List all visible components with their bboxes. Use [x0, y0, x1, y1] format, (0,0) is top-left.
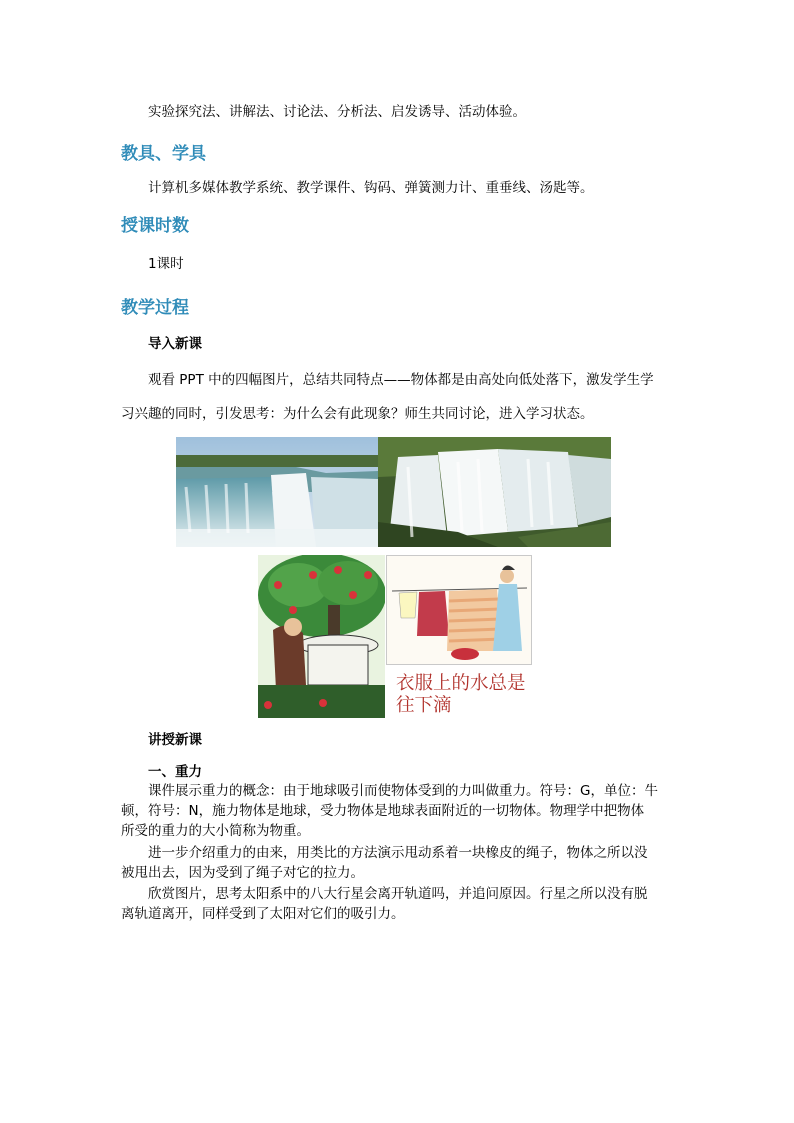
laundry-caption: 衣服上的水总是往下滴	[396, 673, 526, 716]
gravity-para1-line3: 所受的重力的大小简称为物重。	[121, 823, 310, 839]
gravity-para1-line2: 顿，符号：N，施力物体是地球，受力物体是地球表面附近的一切物体。物理学中把物体	[121, 803, 645, 819]
gravity-para2-line1: 进一步介绍重力的由来，用类比的方法演示甩动系着一块橡皮的绳子，物体之所以没	[148, 845, 648, 861]
gravity-para2-line2: 被甩出去，因为受到了绳子对它的拉力。	[121, 865, 364, 881]
gravity-para3-line1: 欣赏图片，思考太阳系中的八大行星会离开轨道吗，并追问原因。行星之所以没有脱	[148, 886, 648, 902]
apple-tree-illustration	[258, 555, 385, 718]
intro-line-1: 观看 PPT 中的四幅图片，总结共同特点——物体都是由高处向低处落下，激发学生学	[148, 372, 654, 388]
tools-text: 计算机多媒体教学系统、教学课件、钩码、弹簧测力计、重垂线、汤匙等。	[148, 180, 594, 196]
hours-heading: 授课时数	[121, 216, 189, 236]
gravity-para3-line2: 离轨道离开，同样受到了太阳对它们的吸引力。	[121, 906, 405, 922]
hours-text: 1课时	[148, 256, 184, 272]
tools-heading: 教具、学具	[121, 144, 206, 164]
lecture-subheading: 讲授新课	[148, 732, 202, 748]
gravity-section-heading: 一、重力	[148, 764, 202, 780]
gravity-para1-line1: 课件展示重力的概念：由于地球吸引而使物体受到的力叫做重力。符号：G，单位：牛	[148, 783, 658, 799]
laundry-illustration	[386, 555, 532, 665]
teaching-methods-text: 实验探究法、讲解法、讨论法、分析法、启发诱导、活动体验。	[148, 104, 526, 120]
waterfall-photo-1	[176, 437, 378, 547]
intro-subheading: 导入新课	[148, 336, 202, 352]
waterfall-photo-2	[378, 437, 611, 547]
intro-line-2: 习兴趣的同时，引发思考：为什么会有此现象？师生共同讨论，进入学习状态。	[121, 406, 594, 422]
process-heading: 教学过程	[121, 298, 189, 318]
